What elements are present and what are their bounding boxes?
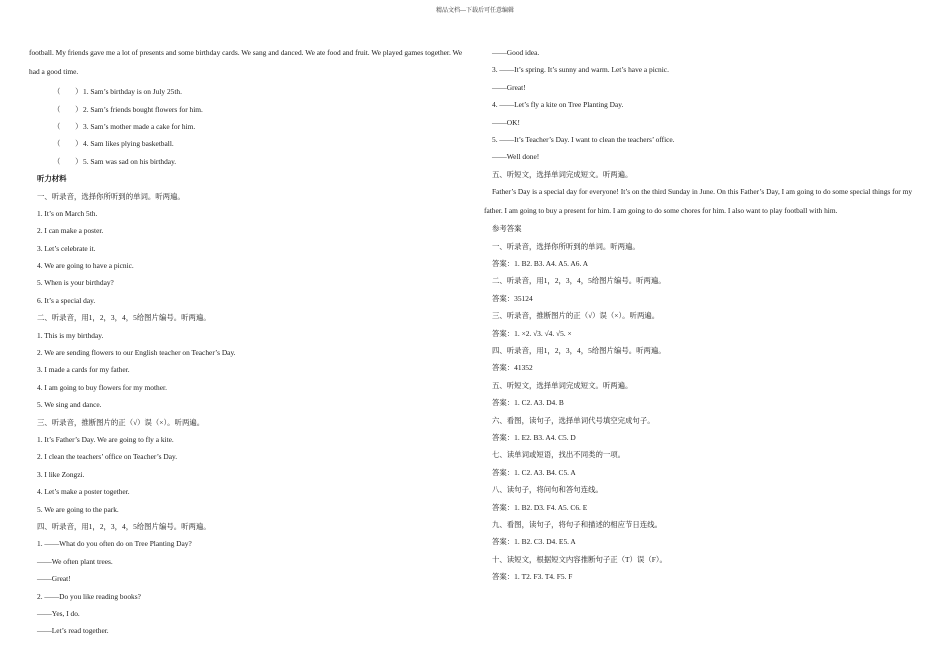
answer-parentheses: （ ） xyxy=(53,87,83,97)
answer-parentheses: （ ） xyxy=(53,156,83,166)
dialog-line: 3. ——It’s spring. It’s sunny and warm. Let’s have a picnic. xyxy=(492,65,669,75)
answer-parentheses: （ ） xyxy=(53,104,83,114)
judge-text: 4. Sam likes plying basketball. xyxy=(83,139,174,149)
page-header: 精品文档---下载后可任意编辑 xyxy=(436,8,514,14)
script-line: ——Yes, I do. xyxy=(37,608,80,618)
section-title: 一、听录音，选择你所听到的单词。听两遍。 xyxy=(37,191,185,201)
script-line: 2. We are sending flowers to our English teacher on Teacher’s Day. xyxy=(37,348,236,358)
judge-item xyxy=(29,101,469,118)
judge-item xyxy=(29,83,469,100)
answer-line: 答案：35124 xyxy=(492,293,533,303)
script-line: 4. Let’s make a poster together. xyxy=(37,487,130,497)
answer-line: 答案：1. E2. B3. A4. C5. D xyxy=(492,433,576,442)
script-line: 1. This is my birthday. xyxy=(37,330,104,340)
answer-section-title: 一、听录音，选择你所听到的单词。听两遍。 xyxy=(492,241,640,251)
dialog-line: ——Good idea. xyxy=(492,48,540,57)
answer-section-title: 十、读短文，根据短文内容推断句子正（T）误（F）。 xyxy=(492,554,667,564)
judge-text: 1. Sam’s birthday is on July 25th. xyxy=(83,87,182,97)
script-line: 1. It’s Father’s Day. We are going to fly a kite. xyxy=(37,435,174,444)
right-column xyxy=(484,44,924,586)
script-line: ——We often plant trees. xyxy=(37,556,113,566)
answer-line: 答案：1. B2. C3. D4. E5. A xyxy=(492,537,576,547)
answer-line: 答案：41352 xyxy=(492,363,533,373)
script-line: ——Let’s read together. xyxy=(37,626,109,636)
script-line: 3. I made a cards for my father. xyxy=(37,365,130,375)
script-line: 3. I like Zongzi. xyxy=(37,469,85,479)
dialog-line: ——Great! xyxy=(492,82,526,92)
judge-item xyxy=(29,135,469,152)
script-line: 5. When is your birthday? xyxy=(37,278,114,288)
left-column xyxy=(29,44,469,640)
answer-section-title: 七、读单词或短语，找出不同类的一项。 xyxy=(492,450,626,460)
dialog-line: 4. ——Let’s fly a kite on Tree Planting Day. xyxy=(492,100,624,110)
answer-section-title: 四、听录音，用1，2，3，4，5给图片编号。听两遍。 xyxy=(492,346,666,356)
answer-line: 答案：1. ×2. √3. √4. √5. × xyxy=(492,328,572,338)
script-line: 5. We are going to the park. xyxy=(37,504,119,514)
section-title: 五、听短文，选择单词完成短文。听两遍。 xyxy=(492,169,633,179)
answer-parentheses: （ ） xyxy=(53,139,83,149)
answer-section-title: 二、听录音，用1，2，3，4，5给图片编号。听两遍。 xyxy=(492,276,666,286)
judge-text: 3. Sam’s mother made a cake for him. xyxy=(83,121,196,131)
script-line: 1. ——What do you often do on Tree Planting Day? xyxy=(37,539,192,549)
dialog-line: ——OK! xyxy=(492,117,520,127)
answer-line: 答案：1. B2. B3. A4. A5. A6. A xyxy=(492,259,589,269)
script-line: 2. I can make a poster. xyxy=(37,226,104,236)
script-line: 5. We sing and dance. xyxy=(37,400,102,410)
answer-line: 答案：1. B2. D3. F4. A5. C6. E xyxy=(492,502,588,512)
answer-section-title: 三、听录音，推断图片的正（√）误（×）。听两遍。 xyxy=(492,311,660,321)
answers-title: 参考答案 xyxy=(492,224,522,234)
answer-section-title: 九、看图，读句子，将句子和描述的相应节日连线。 xyxy=(492,519,662,529)
passage-paragraph: Father’s Day is a special day for everyone! It’s on the third Sunday in June. On this Father’s Day, I am going to do some special things for my father. I am going to buy a present for him. I am going to do some chores for him. I also want to play football with him. xyxy=(484,187,913,215)
section-title: 四、听录音，用1，2，3，4，5给图片编号。听两遍。 xyxy=(37,521,211,531)
dialog-line: ——Well done! xyxy=(492,152,540,162)
script-line: 4. We are going to have a picnic. xyxy=(37,261,134,271)
material-title: 听力材料 xyxy=(37,174,67,184)
judge-item xyxy=(29,153,469,170)
script-line: 2. I clean the teachers’ office on Teacher’s Day. xyxy=(37,452,178,462)
section-title: 二、听录音，用1，2，3，4，5给图片编号。听两遍。 xyxy=(37,313,211,323)
answer-line: 答案：1. C2. A3. B4. C5. A xyxy=(492,467,576,477)
answer-section-title: 八、读句子，将问句和答句连线。 xyxy=(492,485,603,495)
script-line: 4. I am going to buy flowers for my mother. xyxy=(37,382,167,392)
judge-text: 2. Sam’s friends bought flowers for him. xyxy=(83,104,203,114)
section-title: 三、听录音，推断图片的正（√）误（×）。听两遍。 xyxy=(37,417,205,427)
answer-line: 答案：1. C2. A3. D4. B xyxy=(492,398,564,408)
answer-parentheses: （ ） xyxy=(53,121,83,131)
script-line: 3. Let’s celebrate it. xyxy=(37,243,96,253)
answer-section-title: 五、听短文，选择单词完成短文。听两遍。 xyxy=(492,380,633,390)
script-line: ——Great! xyxy=(37,574,71,584)
answer-section-title: 六、看图，读句子，选择单词代号填空完成句子。 xyxy=(492,415,655,425)
script-line: 6. It’s a special day. xyxy=(37,295,96,305)
dialog-line: 5. ——It’s Teacher’s Day. I want to clean the teachers’ office. xyxy=(492,134,675,144)
judge-text: 5. Sam was sad on his birthday. xyxy=(83,156,177,166)
intro-paragraph: football. My friends gave me a lot of presents and some birthday cards. We sang and danced. We ate food and fruit. We played games together. We had a good time. xyxy=(29,48,463,76)
answer-line: 答案：1. T2. F3. T4. F5. F xyxy=(492,572,573,582)
judge-item xyxy=(29,118,469,135)
script-line: 2. ——Do you like reading books? xyxy=(37,591,141,601)
script-line: 1. It’s on March 5th. xyxy=(37,208,98,218)
